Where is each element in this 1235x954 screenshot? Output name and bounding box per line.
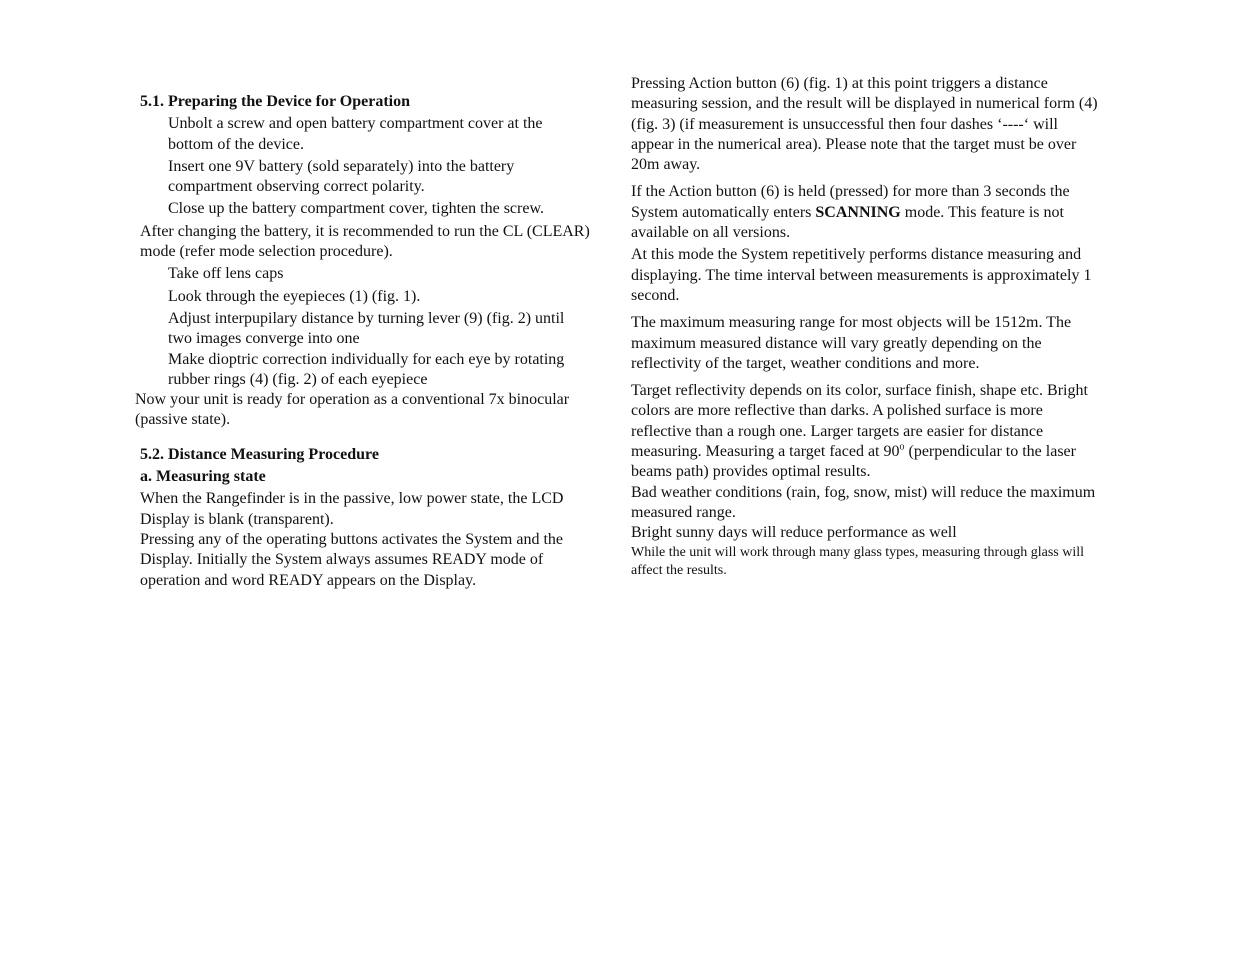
note-clear-mode: After changing the battery, it is recommended to run the CL (CLEAR) mode (refer mode selection procedure). <box>140 222 590 261</box>
subsection-title-measuring: a. Measuring state <box>140 468 266 486</box>
step-unbolt-screw: Unbolt a screw and open battery compartment cover at the bottom of the device. <box>168 115 543 153</box>
scanning-text-pre: If the Action button (6) is held (pressed) for more than 3 seconds the System automatically enters <box>631 183 1070 221</box>
step-insert-battery: Insert one 9V battery (sold separately) into the battery compartment observing correct polarity. <box>168 157 515 196</box>
step-lens-caps: Take off lens caps <box>168 265 284 283</box>
paragraph-repetitive-measuring: At this mode the System repetitively performs distance measuring and displaying. The time interval between measurements is approximately 1 second. <box>631 246 1092 304</box>
paragraph-sunny-days: Bright sunny days will reduce performance as well <box>631 524 957 542</box>
reflectivity-text-post: (perpendicular to the laser beams path) provides optimal results. <box>631 443 1076 481</box>
reflectivity-text-pre: Target reflectivity depends on its color, surface finish, shape etc. Bright colors are more reflective than darks. A polished surface is more reflective than a rough one. Larger targets are easier for distance measuring. Measuring a target faced at 90 <box>631 382 1088 461</box>
step-dioptric: Make dioptric correction individually for each eye by rotating rubber rings (4) (fig. 2) of each eyepiece <box>168 350 565 388</box>
paragraph-scanning-mode <box>631 182 1101 243</box>
step-close-cover: Close up the battery compartment cover, tighten the screw. <box>168 200 544 218</box>
paragraph-glass-note: While the unit will work through many glass types, measuring through glass will affect the results. <box>631 544 1084 578</box>
paragraph-maximum-range: The maximum measuring range for most objects will be 1512m. The maximum measured distance will vary greatly depending on the reflectivity of the target, weather conditions and more. <box>631 314 1072 372</box>
paragraph-bad-weather: Bad weather conditions (rain, fog, snow, mist) will reduce the maximum measured range. <box>631 483 1096 521</box>
degree-superscript: o <box>899 441 905 453</box>
paragraph-ready-mode: Pressing any of the operating buttons activates the System and the Display. Initially the System always assumes READY mode of operation and word READY appears on the Display. <box>140 530 564 589</box>
step-interpupilary: Adjust interpupilary distance by turning lever (9) (fig. 2) until two images converge into one <box>168 309 565 348</box>
scanning-keyword: SCANNING <box>815 203 901 221</box>
step-eyepieces: Look through the eyepieces (1) (fig. 1). <box>168 287 421 305</box>
section-title-distance: 5.2. Distance Measuring Procedure <box>140 445 379 463</box>
left-column <box>135 92 590 591</box>
paragraph-passive-state: When the Rangefinder is in the passive, low power state, the LCD Display is blank (transparent). <box>140 490 564 528</box>
ready-statement: Now your unit is ready for operation as a conventional 7x binocular (passive state). <box>135 391 570 429</box>
paragraph-target-reflectivity <box>631 381 1101 482</box>
right-column <box>631 74 1101 580</box>
section-title-preparing: 5.1. Preparing the Device for Operation <box>140 93 411 110</box>
paragraph-action-button: Pressing Action button (6) (fig. 1) at this point triggers a distance measuring session, and the result will be displayed in numerical form (4) (fig. 3) (if measurement is unsuccessful then four dashes ‘----‘ will appear in the numerical area). Please note that the target must be over 20m away. <box>631 75 1098 174</box>
scanning-text-post: mode. This feature is not available on all versions. <box>631 203 1064 242</box>
